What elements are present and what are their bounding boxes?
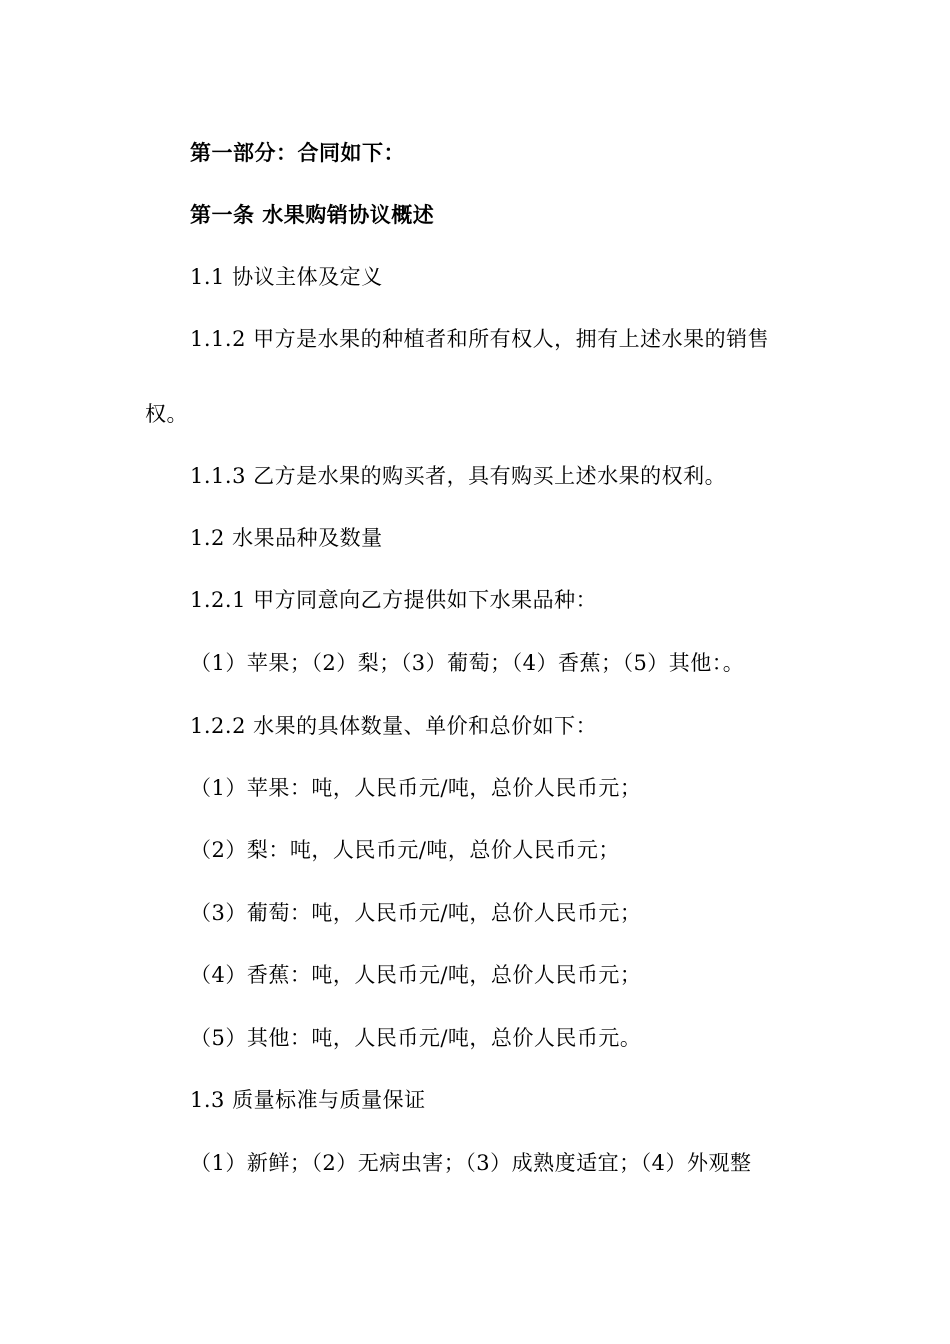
paragraph-line: 1.2.2 水果的具体数量、单价和总价如下： (190, 714, 598, 738)
paragraph-line: 1.1.3 乙方是水果的购买者，具有购买上述水果的权利。 (190, 464, 727, 488)
list-item: （1）新鲜；（2）无病虫害；（3）成熟度适宜；（4）外观整 (190, 1151, 752, 1175)
part-heading: 第一部分：合同如下： (190, 141, 405, 165)
article-heading: 第一条 水果购销协议概述 (190, 203, 435, 227)
list-item: （1）苹果：吨，人民币元/吨，总价人民币元； (190, 776, 642, 800)
section-heading: 1.1 协议主体及定义 (190, 265, 383, 289)
paragraph-line: 权。 (145, 402, 188, 426)
list-item: （4）香蕉：吨，人民币元/吨，总价人民币元； (190, 963, 642, 987)
section-heading: 1.3 质量标准与质量保证 (190, 1088, 426, 1112)
list-item: （1）苹果；（2）梨；（3）葡萄；（4）香蕉；（5）其他：。 (190, 651, 745, 675)
paragraph-line: 1.1.2 甲方是水果的种植者和所有权人，拥有上述水果的销售 (190, 327, 770, 351)
list-item: （5）其他：吨，人民币元/吨，总价人民币元。 (190, 1026, 642, 1050)
list-item: （3）葡萄：吨，人民币元/吨，总价人民币元； (190, 901, 642, 925)
paragraph-line: 1.2.1 甲方同意向乙方提供如下水果品种： (190, 588, 598, 612)
list-item: （2）梨：吨，人民币元/吨，总价人民币元； (190, 838, 620, 862)
section-heading: 1.2 水果品种及数量 (190, 526, 383, 550)
